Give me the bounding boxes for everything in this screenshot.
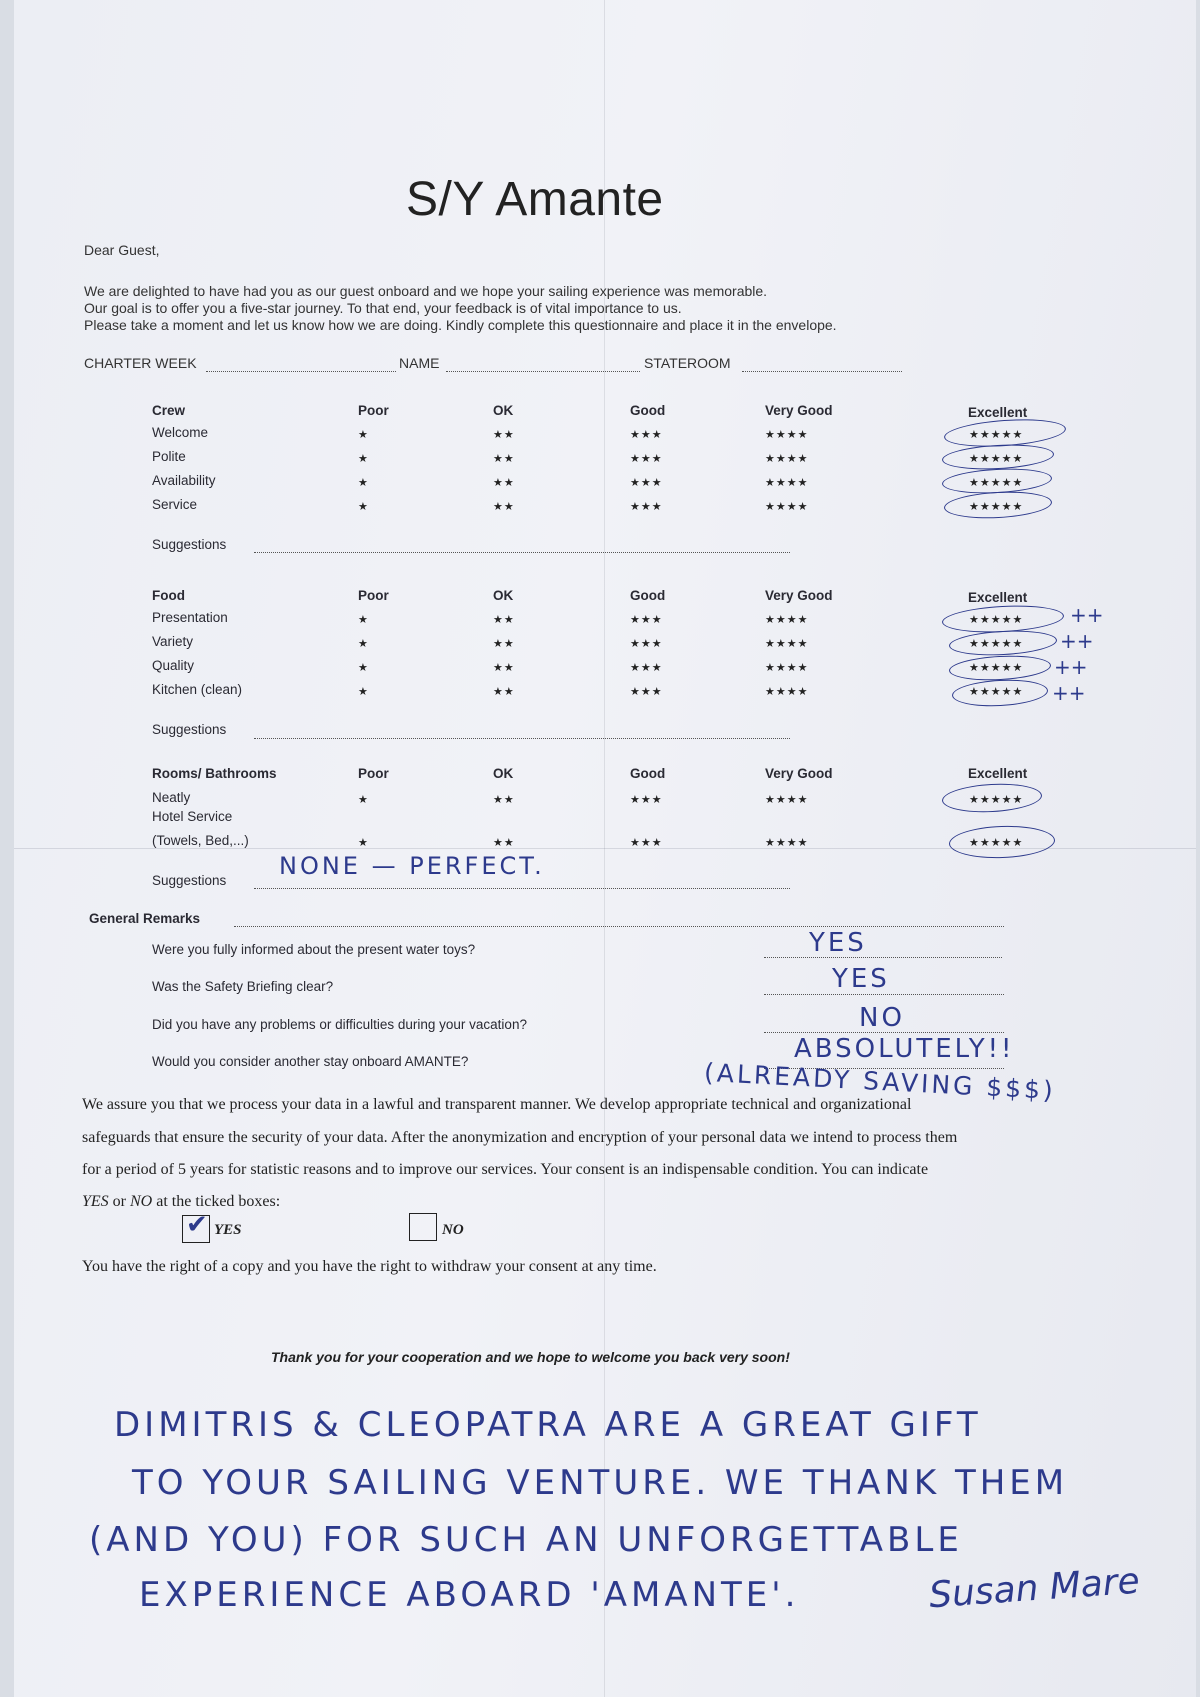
star-good[interactable]: ★★★: [630, 638, 663, 650]
header-ok: OK: [493, 588, 514, 603]
intro-line-2: Our goal is to offer you a five-star journey. To that end, your feedback is of vital importance to us.: [84, 300, 682, 316]
header-good: Good: [630, 588, 666, 603]
circled-rating: [951, 678, 1048, 709]
star-good[interactable]: ★★★: [630, 453, 663, 465]
handwritten-note-line-1: DIMITRIS & CLEOPATRA ARE A GREAT GIFT: [114, 1405, 982, 1445]
header-poor: Poor: [358, 766, 389, 781]
star-good[interactable]: ★★★: [630, 614, 663, 626]
star-ok[interactable]: ★★: [493, 429, 515, 441]
header-poor: Poor: [358, 588, 389, 603]
star-poor[interactable]: ★: [358, 501, 369, 513]
privacy-rest: at the ticked boxes:: [152, 1193, 281, 1210]
general-remarks-label: General Remarks: [89, 911, 201, 926]
item-presentation: Presentation: [152, 610, 228, 625]
name-label: NAME: [399, 355, 440, 371]
handwritten-suggestion: NONE — PERFECT.: [279, 852, 545, 880]
circled-rating: [941, 442, 1054, 472]
plus-mark: ++: [1052, 681, 1086, 705]
item-hotel-service: Hotel Service: [152, 809, 233, 824]
signature: Susan Mare: [927, 1560, 1142, 1617]
checkmark-icon: ✔: [186, 1210, 208, 1240]
header-excellent: Excellent: [968, 766, 1028, 781]
question-safety: Was the Safety Briefing clear?: [152, 979, 334, 994]
circled-rating: [948, 628, 1057, 658]
withdraw-right-text: You have the right of a copy and you have the right to withdraw your consent at any time.: [82, 1258, 657, 1275]
header-poor: Poor: [358, 403, 389, 418]
star-poor[interactable]: ★: [358, 662, 369, 674]
closing-line: Thank you for your cooperation and we hope to welcome you back very soon!: [271, 1349, 790, 1365]
charter-week-label: CHARTER WEEK: [84, 355, 197, 371]
privacy-yes-word: YES: [82, 1193, 109, 1210]
star-poor[interactable]: ★: [358, 429, 369, 441]
plus-mark: ++: [1060, 629, 1094, 653]
item-service: Service: [152, 497, 198, 512]
star-poor[interactable]: ★: [358, 686, 369, 698]
handwritten-note-line-3: (AND YOU) FOR SUCH AN UNFORGETTABLE: [89, 1520, 963, 1560]
privacy-line-3: for a period of 5 years for statistic reasons and to improve our services. Your consent is an indispensable condition. You can indicate: [82, 1161, 929, 1178]
star-excellent[interactable]: ★★★★★: [969, 638, 1024, 650]
answer-problems: NO: [859, 1003, 905, 1033]
star-excellent[interactable]: ★★★★★: [969, 686, 1024, 698]
star-very-good[interactable]: ★★★★: [765, 686, 809, 698]
star-excellent[interactable]: ★★★★★: [969, 662, 1024, 674]
header-very-good: Very Good: [765, 403, 833, 418]
circled-rating: [943, 489, 1052, 521]
star-good[interactable]: ★★★: [630, 501, 663, 513]
star-ok[interactable]: ★★: [493, 477, 515, 489]
handwritten-note-line-4: EXPERIENCE ABOARD 'AMANTE'.: [139, 1575, 800, 1615]
section-title: Rooms/ Bathrooms: [152, 766, 277, 781]
star-very-good[interactable]: ★★★★: [765, 638, 809, 650]
star-excellent[interactable]: ★★★★★: [969, 453, 1024, 465]
suggestions-label: Suggestions: [152, 722, 227, 737]
star-very-good[interactable]: ★★★★: [765, 614, 809, 626]
star-ok[interactable]: ★★: [493, 501, 515, 513]
star-ok[interactable]: ★★: [493, 614, 515, 626]
circled-rating: [941, 781, 1042, 814]
answer-stay-again: ABSOLUTELY!!: [794, 1034, 1015, 1064]
star-very-good[interactable]: ★★★★: [765, 477, 809, 489]
stateroom-label: STATEROOM: [644, 355, 731, 371]
item-neatly: Neatly: [152, 790, 191, 805]
star-excellent[interactable]: ★★★★★: [969, 501, 1024, 513]
answer-stay-again-note: (ALREADY SAVING $$$): [703, 1057, 1057, 1106]
star-excellent[interactable]: ★★★★★: [969, 837, 1024, 849]
privacy-line-1: We assure you that we process your data in a lawful and transparent manner. We develop appropriate technical and organizational: [82, 1096, 912, 1113]
star-poor[interactable]: ★: [358, 794, 369, 806]
answer-line[interactable]: [764, 994, 1004, 995]
header-very-good: Very Good: [765, 766, 833, 781]
item-polite: Polite: [152, 449, 186, 464]
header-ok: OK: [493, 766, 514, 781]
consent-no-checkbox[interactable]: [409, 1213, 437, 1241]
item-towels-bed: (Towels, Bed,...): [152, 833, 249, 848]
question-stay-again: Would you consider another stay onboard AMANTE?: [152, 1054, 469, 1069]
header-excellent: Excellent: [968, 590, 1028, 605]
star-very-good[interactable]: ★★★★: [765, 837, 809, 849]
stateroom-field[interactable]: [742, 371, 902, 372]
star-ok[interactable]: ★★: [493, 686, 515, 698]
circled-rating: [948, 824, 1055, 860]
charter-week-field[interactable]: [206, 371, 396, 372]
plus-mark: ++: [1054, 655, 1088, 679]
star-excellent[interactable]: ★★★★★: [969, 477, 1024, 489]
star-good[interactable]: ★★★: [630, 662, 663, 674]
item-welcome: Welcome: [152, 425, 209, 440]
handwritten-note-line-2: TO YOUR SAILING VENTURE. WE THANK THEM: [132, 1463, 1069, 1503]
intro-line-1: We are delighted to have had you as our guest onboard and we hope your sailing experience was memorable.: [84, 283, 768, 299]
privacy-no-word: NO: [130, 1193, 153, 1210]
section-title: Food: [152, 588, 185, 603]
question-problems: Did you have any problems or difficulties during your vacation?: [152, 1017, 527, 1032]
star-very-good[interactable]: ★★★★: [765, 429, 809, 441]
item-kitchen: Kitchen (clean): [152, 682, 243, 697]
star-ok[interactable]: ★★: [493, 662, 515, 674]
suggestions-field[interactable]: [254, 738, 790, 739]
question-water-toys: Were you fully informed about the present water toys?: [152, 942, 476, 957]
header-very-good: Very Good: [765, 588, 833, 603]
circled-rating: [948, 653, 1051, 682]
star-very-good[interactable]: ★★★★: [765, 501, 809, 513]
greeting: Dear Guest,: [84, 242, 160, 258]
suggestions-field[interactable]: [254, 888, 790, 889]
name-field[interactable]: [446, 371, 640, 372]
answer-safety: YES: [832, 964, 890, 994]
star-good[interactable]: ★★★: [630, 794, 663, 806]
suggestions-label: Suggestions: [152, 873, 227, 888]
star-excellent[interactable]: ★★★★★: [969, 614, 1024, 626]
star-good[interactable]: ★★★: [630, 477, 663, 489]
star-excellent[interactable]: ★★★★★: [969, 429, 1024, 441]
plus-mark: ++: [1070, 603, 1104, 627]
star-very-good[interactable]: ★★★★: [765, 453, 809, 465]
suggestions-field[interactable]: [254, 552, 790, 553]
header-ok: OK: [493, 403, 514, 418]
star-poor[interactable]: ★: [358, 638, 369, 650]
star-good[interactable]: ★★★: [630, 837, 663, 849]
header-good: Good: [630, 766, 666, 781]
star-ok[interactable]: ★★: [493, 453, 515, 465]
general-remarks-field[interactable]: [234, 926, 1004, 927]
star-poor[interactable]: ★: [358, 837, 369, 849]
suggestions-label: Suggestions: [152, 537, 227, 552]
header-excellent: Excellent: [968, 405, 1028, 420]
privacy-line-2: safeguards that ensure the security of your data. After the anonymization and encryption of your personal data we intend to process them: [82, 1129, 958, 1146]
star-poor[interactable]: ★: [358, 453, 369, 465]
star-ok[interactable]: ★★: [493, 794, 515, 806]
privacy-line-4: [82, 1193, 280, 1211]
consent-no-label: NO: [442, 1222, 464, 1238]
item-quality: Quality: [152, 658, 195, 673]
questionnaire-page: [14, 0, 1196, 1697]
item-variety: Variety: [152, 634, 194, 649]
item-availability: Availability: [152, 473, 216, 488]
answer-water-toys: YES: [809, 928, 867, 958]
intro-line-3: Please take a moment and let us know how we are doing. Kindly complete this questionnaire and place it in the envelope.: [84, 317, 837, 333]
section-title: Crew: [152, 403, 186, 418]
header-good: Good: [630, 403, 666, 418]
star-ok[interactable]: ★★: [493, 638, 515, 650]
star-poor[interactable]: ★: [358, 477, 369, 489]
star-good[interactable]: ★★★: [630, 686, 663, 698]
consent-yes-label: YES: [214, 1222, 242, 1238]
star-poor[interactable]: ★: [358, 614, 369, 626]
star-excellent[interactable]: ★★★★★: [969, 794, 1024, 806]
star-very-good[interactable]: ★★★★: [765, 794, 809, 806]
star-good[interactable]: ★★★: [630, 429, 663, 441]
star-very-good[interactable]: ★★★★: [765, 662, 809, 674]
page-title: S/Y Amante: [406, 173, 664, 226]
answer-line[interactable]: [764, 957, 1002, 958]
star-ok[interactable]: ★★: [493, 837, 515, 849]
privacy-or-word: or: [108, 1193, 130, 1210]
